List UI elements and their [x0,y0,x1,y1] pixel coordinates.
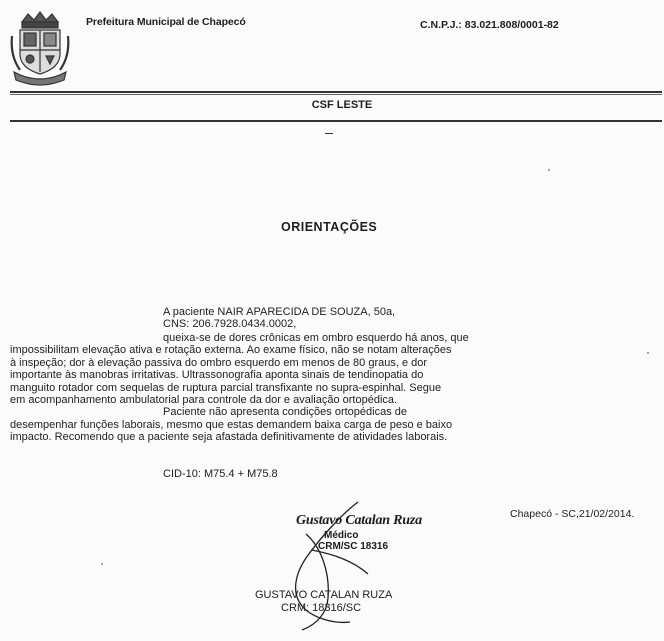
scan-speck [647,352,649,354]
para1-line: importante às manobras irritativas. Ultrassonografia aponta sinais de tendinopatia do [10,369,424,382]
para2-line: impacto. Recomendo que a paciente seja afastada definitivamente de atividades laborais. [10,431,448,444]
scan-speck [548,169,550,171]
cid-codes: CID-10: M75.4 + M75.8 [163,468,278,480]
header-rule-bottom [10,120,662,122]
institution-name: Prefeitura Municipal de Chapecó [86,16,246,28]
header-rule-top [10,91,662,93]
para2-line: Paciente não apresenta condições ortopédicas de [163,406,408,419]
place-and-date: Chapecó - SC,21/02/2014. [510,508,635,520]
doctor-stamp [296,513,426,552]
header-rule-top-thin [10,94,662,95]
cnpj-number: C.N.P.J.: 83.021.808/0001-82 [420,19,559,31]
para1-line: queixa-se de dores crônicas em ombro esquerdo há anos, que [163,332,469,344]
para1-line: manguito rotador com sequelas de ruptura parcial transfixante no supra-espinhal. Segue [10,381,442,394]
document-title: ORIENTAÇÕES [281,220,378,234]
signatory-name: GUSTAVO CATALAN RUZA [255,589,393,601]
stamp-crm: CRM/SC 18316 [318,541,389,552]
municipal-seal-icon [8,6,72,88]
clinical-description [10,332,510,444]
patient-line: A paciente NAIR APARECIDA DE SOUZA, 50a, [163,306,396,318]
health-unit-name: CSF LESTE [311,99,373,111]
stamp-name: Gustavo Catalan Ruza [296,513,422,528]
para1-line: à inspeção; dor à elevação passiva do ombro esquerdo em menos de 80 graus, e dor [10,356,428,369]
scan-speck [101,563,103,565]
stamp-role: Médico [324,530,359,541]
separator-dash [325,133,333,134]
para2-line: desempenhar funções laborais, mesmo que estas demandem baixa carga de peso e baixo [10,418,453,431]
para1-line: impossibilitam elevação ativa e rotação externa. Ao exame físico, não se notam alterações [10,344,452,357]
cns-line: CNS: 206.7928.0434.0002, [163,318,297,330]
signatory-crm: CRM: 18316/SC [281,602,362,614]
para1-line: em acompanhamento ambulatorial para controle da dor e avaliação ortopédica. [10,394,398,407]
